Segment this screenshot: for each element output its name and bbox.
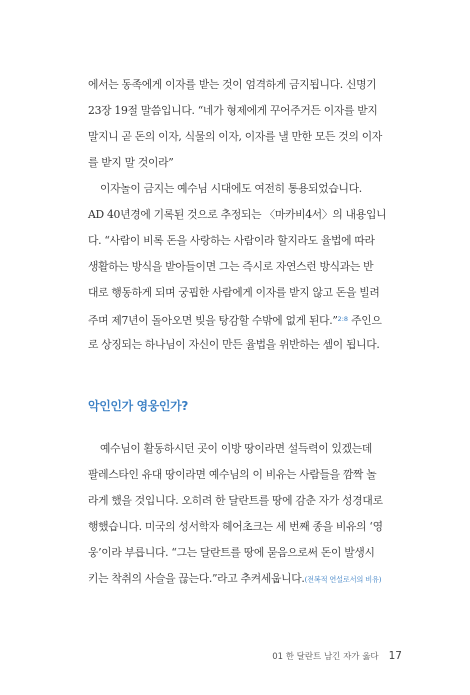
text-line: 예수님이 활동하시던 곳이 이방 땅이라면 설득력이 있겠는데 (100, 442, 373, 455)
source-reference: (전복적 연설로서의 비유) (304, 575, 382, 584)
text-line: 라게 했을 것입니다. 오히려 한 달란트를 땅에 감춘 자가 성경대로 (88, 494, 383, 507)
section-heading: 악인인가 영웅인가? (88, 399, 188, 413)
text-line: 생활하는 방식을 받아들이면 그는 즉시로 자연스런 방식과는 반 (88, 260, 374, 273)
text-line: AD 40년경에 기록된 것으로 추정되는 〈마카비4서〉의 내용입니 (88, 208, 387, 221)
verse-reference: 2:8 (337, 315, 349, 323)
text-line: 이자놀이 금지는 예수님 시대에도 여전히 통용되었습니다. (100, 182, 362, 195)
text-line: 에서는 동족에게 이자를 받는 것이 엄격하게 금지됩니다. 신명기 (88, 78, 377, 91)
text-line: 웅’이라 부릅니다. “그는 달란트를 땅에 묻음으로써 돈이 발생시 (88, 546, 375, 559)
text-line: 를 받지 말 것이라” (88, 156, 174, 169)
text-segment: 주인으 (348, 314, 382, 327)
text-line: 말지니 곧 돈의 이자, 식물의 이자, 이자를 낼 만한 모든 것의 이자 (88, 130, 382, 143)
text-line: 대로 행동하게 되며 궁핍한 사람에게 이자를 받지 않고 돈을 빌려 (88, 286, 380, 299)
text-segment: 키는 착취의 사슬을 끊는다.”라고 추켜세웁니다. (88, 572, 305, 585)
text-line (88, 566, 400, 592)
text-line: 팔레스타인 유대 땅이라면 예수님의 이 비유는 사람들을 깜짝 놀 (88, 468, 377, 481)
text-line: 행했습니다. 미국의 성서학자 헤어초크는 세 번째 종을 비유의 ‘영 (88, 520, 383, 533)
text-line: 다. “사람이 비록 돈을 사랑하는 사람이라 할지라도 율법에 따라 (88, 234, 375, 247)
page-number: 17 (388, 650, 402, 662)
paragraph-usury-ban (88, 176, 400, 358)
paragraph-hero (88, 436, 400, 592)
running-title: 01 한 달란트 남긴 자가 옳다 (272, 652, 379, 662)
paragraph-continuation (88, 72, 400, 176)
text-line (88, 306, 400, 332)
page-footer (272, 650, 402, 662)
text-line: 23장 19절 말씀입니다. “네가 형제에게 꾸어주거든 이자를 받지 (88, 104, 378, 117)
text-segment: 주며 제7년이 돌아오면 빚을 탕감할 수밖에 없게 된다.” (88, 314, 338, 327)
text-line: 로 상징되는 하나님이 자신이 만든 율법을 위반하는 셈이 됩니다. (88, 338, 380, 351)
